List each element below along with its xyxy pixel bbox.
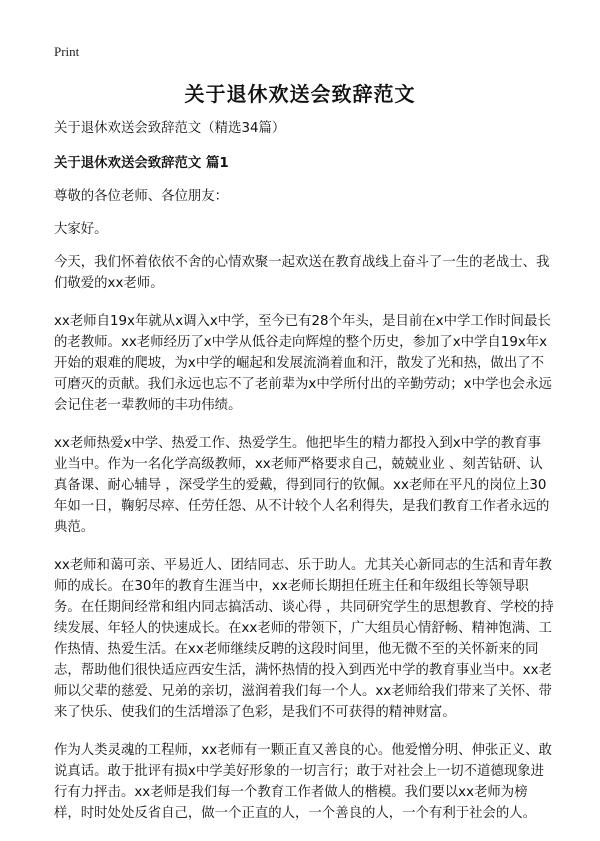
paragraph-2: xx老师自19x年就从x调入x中学，至今已有28个年头，是目前在x中学工作时间最长的老教师。xx老师经历了x中学从低谷走向辉煌的整个历史，参加了x中学自19x年x开始的艰难的爬坡，为x中学的崛起和发展流淌着血和汗，散发了光和热，做出了不可磨灭的贡献。我们永远也忘不了老前辈为x中学所付出的辛勤劳动；x中学也会永远会记住老一辈教师的丰功伟绩。 [54, 314, 552, 413]
article-body [54, 118, 554, 841]
paragraph-1: 今天，我们怀着依依不舍的心情欢聚一起欢送在教育战线上奋斗了一生的老战士、我们敬爱的xx老师。 [54, 255, 550, 291]
greeting-line: 尊敬的各位老师、各位朋友： [54, 189, 229, 204]
article-subtitle: 关于退休欢送会致辞范文（精选34篇） [54, 121, 286, 136]
paragraph-5: 作为人类灵魂的工程师，xx老师有一颗正直又善良的心。他爱憎分明、伸张正义、敢说真话。敢于批评有损x中学美好形象的一切言行；敢于对社会上一切不道德现象进行有力抨击。xx老师是我们每一个教育工作者做人的楷模。我们要以xx老师为榜样，时时处处反省自己，做一个正直的人，一个善良的人，一个有利于社会的人。 [54, 743, 552, 821]
paragraph-3: xx老师热爱x中学、热爱工作、热爱学生。他把毕生的精力都投入到x中学的教育事业当中。作为一名化学高级教师，xx老师严格要求自己，兢兢业业 、刻苦钻研、认真备课、耐心辅导 ，深受学生的爱戴，得到同行的钦佩。xx老师在平凡的岗位上30年如一日，鞠躬尽瘁、任劳任怨、从不计较个人名利得失，是我们教育工作者永远的典范。 [54, 436, 550, 535]
paragraph-4: xx老师和蔼可亲、平易近人、团结同志、乐于助人。尤其关心新同志的生活和青年教师的成长。在30年的教育生涯当中，xx老师长期担任班主任和年级组长等领导职务。在任期间经常和组内同志搞活动、谈心得 ，共同研究学生的思想教育、学校的持续发展、年轻人的快速成长。在xx老师的带领下，广大组员心情舒畅、精神饱满、工作热情、热爱生活。在xx老师继续反聘的这段时间里，他无微不至的关怀新来的同志，帮助他们很快适应西安生活，满怀热情的投入到西光中学的教育事业当中。xx老师以父辈的慈爱、兄弟的亲切，滋润着我们每一个人。xx老师给我们带来了关怀、带来了快乐、使我们的生活增添了色彩，是我们不可获得的精神财富。 [54, 558, 554, 720]
page-title: 关于退休欢送会致辞范文 [184, 82, 416, 106]
print-link[interactable]: Print [54, 44, 80, 59]
hello-line: 大家好。 [54, 222, 108, 237]
section-heading: 关于退休欢送会致辞范文 篇1 [54, 156, 229, 171]
